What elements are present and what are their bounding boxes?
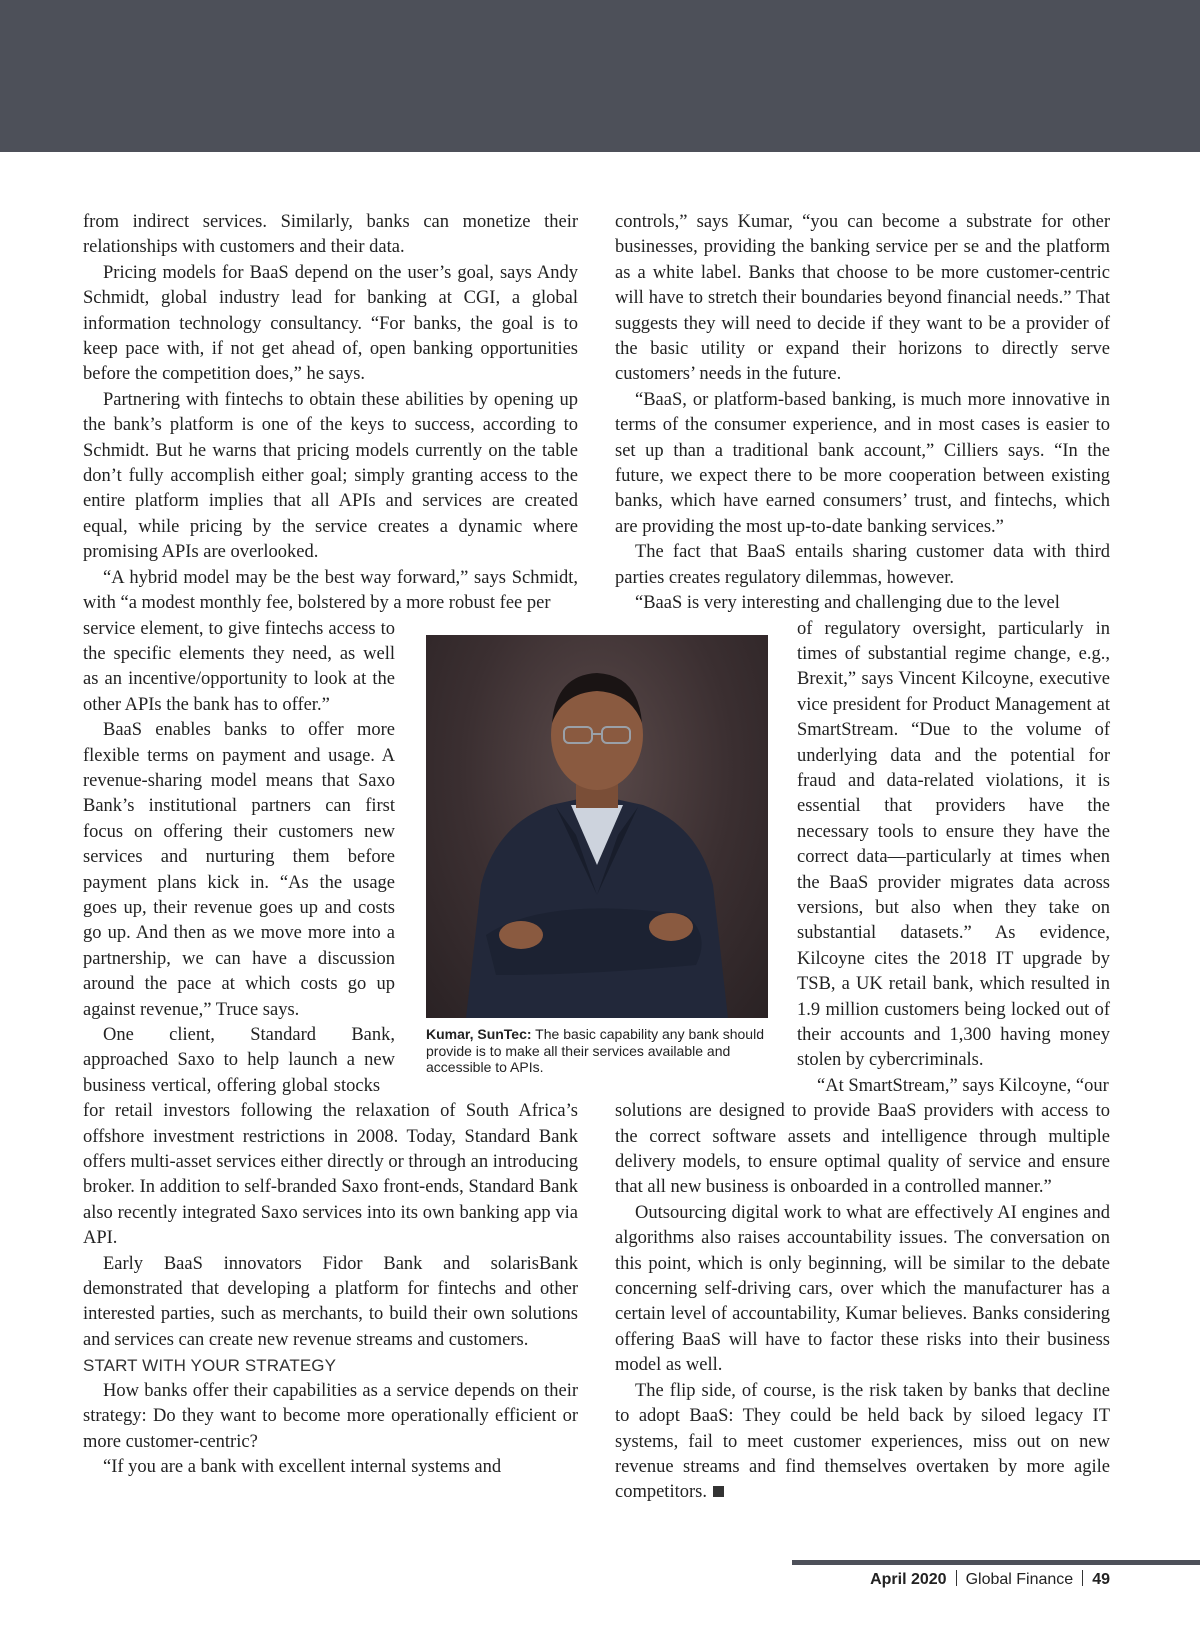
end-mark-icon	[713, 1486, 724, 1497]
paragraph: “A hybrid model may be the best way forward,” says Schmidt, with “a modest monthly fee, bolstered by a more robust fee per	[83, 567, 578, 614]
page-footer	[870, 1570, 1110, 1589]
footer-date: April 2020	[870, 1571, 947, 1588]
paragraph: Pricing models for BaaS depend on the user’s goal, says Andy Schmidt, global industry lead for banking at CGI, a global information technology consultancy. “For banks, the goal is to keep pace with, if not get ahead of, open banking opportunities before the competition does,” he says.	[83, 262, 578, 385]
paragraph: solutions are designed to provide BaaS providers with access to the correct software assets and intelligence through multiple delivery models, to ensure optimal quality of service and ensure that all new business is onboarded in a controlled manner.”	[615, 1101, 1110, 1198]
page-number: 49	[1092, 1571, 1110, 1588]
header-band	[0, 0, 1200, 152]
photo-caption	[426, 1026, 771, 1076]
footer-publication: Global Finance	[965, 1571, 1074, 1588]
caption-name: Kumar, SunTec:	[426, 1026, 532, 1042]
portrait-photo	[426, 635, 768, 1018]
paragraph: BaaS enables banks to offer more flexible terms on payment and usage. A revenue-sharing model means that Saxo Bank’s institutional partners can first focus on offering their customers new services and nurturing them before payment plans kick in. “As the usage goes up, their revenue goes up and costs go up. And then as we move more into a partnership, we can have a discussion around the pace at which costs go up against revenue,” Truce says.	[83, 720, 395, 1020]
paragraph: service element, to give fintechs access to the specific elements they need, as well as an incentive/opportunity to look at the other APIs the bank has to offer.”	[83, 618, 395, 715]
paragraph	[615, 1379, 1110, 1506]
paragraph: Outsourcing digital work to what are effectively AI engines and algorithms also raises accountability issues. The conversation on this point, which is only beginning, will be similar to the debate concerning self-driving cars, over which the manufacturer has a certain level of accountability, Kumar believes. Banks considering offering BaaS will have to factor these risks into their business model as well.	[615, 1202, 1110, 1376]
paragraph: for retail investors following the relaxation of South Africa’s offshore investment restrictions in 2008. Today, Standard Bank offers multi-asset services either directly or through an introducing broker. In addition to self-branded Saxo front-ends, Standard Bank also recently integrated Saxo services into its own banking app via API.	[83, 1101, 578, 1249]
text-wrap-around-photo	[83, 617, 395, 1100]
paragraph: How banks offer their capabilities as a service depends on their strategy: Do they want to become more operationally efficient or more customer-centric?	[83, 1380, 578, 1452]
paragraph: from indirect services. Similarly, banks can monetize their relationships with customers and their data.	[83, 212, 578, 258]
paragraph-text: The flip side, of course, is the risk taken by banks that decline to adopt BaaS: They could be held back by siloed legacy IT systems, fail to meet customer experiences, miss out on new revenue streams and find themselves overtaken by more agile competitors.	[615, 1380, 1110, 1503]
paragraph: The fact that BaaS entails sharing customer data with third parties creates regulatory dilemmas, however.	[615, 542, 1110, 588]
paragraph: Partnering with fintechs to obtain these abilities by opening up the bank’s platform is one of the keys to success, according to Schmidt. But he warns that pricing models currently on the table don’t fully accomplish either goal; simply granting access to the entire platform implies that all APIs and services are created equal, while pricing by the service creates a dynamic where promising APIs are overlooked.	[83, 389, 578, 563]
paragraph: “At SmartStream,” says Kilcoyne, “our	[817, 1075, 1109, 1096]
divider	[956, 1570, 957, 1586]
paragraph: “BaaS is very interesting and challenging due to the level	[635, 593, 1060, 614]
paragraph: Early BaaS innovators Fidor Bank and solarisBank demonstrated that developing a platform for fintechs and other interested parties, such as merchants, to build their own solutions and services can create new revenue streams and customers.	[83, 1253, 578, 1350]
paragraph: controls,” says Kumar, “you can become a substrate for other businesses, providing the banking service per se and the platform as a white label. Banks that choose to be more customer-centric will have to stretch their boundaries beyond financial needs.” That suggests they will need to decide if they want to be a provider of the basic utility or expand their horizons to directly serve customers’ needs in the future.	[615, 212, 1110, 385]
section-subhead: START WITH YOUR STRATEGY	[83, 1356, 337, 1376]
divider	[1082, 1570, 1083, 1586]
caption-text: The basic capability any bank should provide is to make all their services available and accessible to APIs.	[426, 1026, 764, 1075]
paragraph: “BaaS, or platform-based banking, is much more innovative in terms of the consumer experience, and in most cases is easier to set up than a traditional bank account,” Cilliers says. “In the future, we expect there to be more cooperation between existing banks, which have earned consumers’ trust, and fintechs, which are providing the most up-to-date banking services.”	[615, 389, 1110, 537]
paragraph: of regulatory oversight, particularly in times of substantial regime change, e.g., Brexit,” says Vincent Kilcoyne, executive vice president for Product Management at SmartStream. “Due to the volume of underlying data and the potential for fraud and data-related violations, it is essential that providers have the necessary tools to ensure they have the correct data—particularly at times when the BaaS provider migrates data across versions, but also when they take on substantial datasets.” As evidence, Kilcoyne cites the 2018 IT upgrade by TSB, a UK retail bank, which resulted in 1.9 million customers being locked out of their accounts and 1,300 having money stolen by cybercriminals.	[797, 618, 1110, 1071]
paragraph: “If you are a bank with excellent internal systems and	[103, 1456, 502, 1477]
footer-rule	[792, 1560, 1200, 1565]
paragraph: One client, Standard Bank, approached Saxo to help launch a new business vertical, offering global stocks	[83, 1025, 395, 1096]
